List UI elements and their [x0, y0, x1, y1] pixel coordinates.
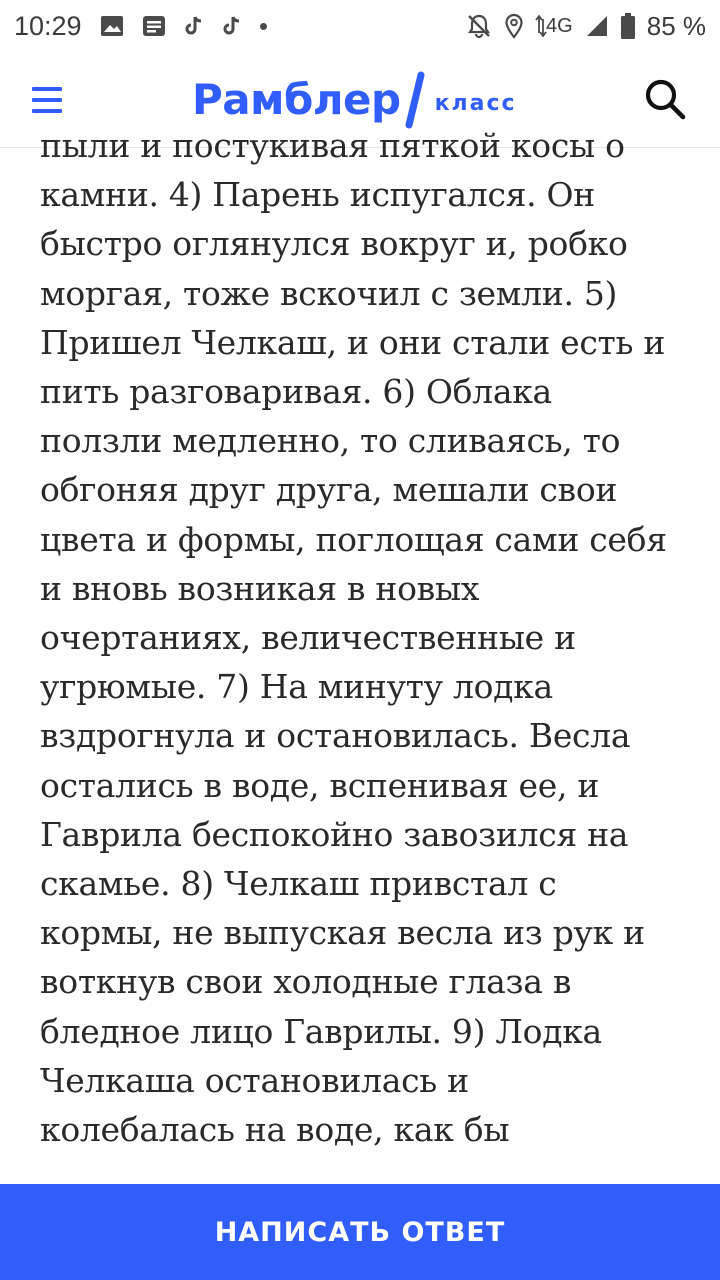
status-time: 10:29	[14, 10, 82, 41]
answer-line: скамье. 8) Челкаш привстал с	[40, 864, 557, 904]
battery-percent: 85 %	[646, 10, 706, 41]
network-label: 4G	[536, 15, 573, 38]
mute-icon	[466, 13, 492, 39]
tiktok-icon	[222, 15, 242, 37]
answer-line: ползли медленно, то сливаясь, то	[40, 421, 621, 461]
location-icon	[504, 13, 524, 39]
menu-icon	[32, 87, 62, 91]
battery-icon	[621, 13, 635, 39]
answer-line: воткнув свои холодные глаза в	[40, 962, 572, 1002]
answer-line: Пришел Челкаш, и они стали есть и	[40, 322, 666, 362]
write-answer-button[interactable]: НАПИСАТЬ ОТВЕТ	[0, 1184, 720, 1280]
answer-line: пыли и постукивая пяткой косы о	[40, 126, 625, 165]
logo-sub: класс	[434, 90, 517, 116]
answer-line: Челкаша остановилась и	[40, 1060, 469, 1100]
answer-line: очертаниях, величественные и	[40, 618, 576, 658]
menu-button[interactable]	[32, 78, 76, 122]
answer-text	[40, 121, 690, 1154]
status-right	[466, 11, 706, 42]
status-bar	[0, 0, 720, 52]
tiktok-icon	[184, 15, 204, 37]
dot-icon	[260, 23, 267, 30]
data-arrows-icon	[536, 15, 546, 37]
message-icon	[142, 15, 166, 37]
answer-line: камни. 4) Парень испугался. Он	[40, 175, 595, 215]
answer-line: вздрогнула и остановилась. Весла	[40, 716, 631, 756]
answer-line: остались в воде, вспенивая ее, и	[40, 765, 600, 805]
answer-line: угрюмые. 7) На минуту лодка	[40, 667, 553, 707]
answer-line: Гаврила беспокойно завозился на	[40, 814, 629, 854]
answer-line: кормы, не выпуская весла из рук и	[40, 913, 645, 953]
answer-line: пить разговаривая. 6) Облака	[40, 372, 552, 412]
signal-icon	[585, 14, 609, 38]
logo-slash-icon	[401, 69, 431, 129]
status-left	[14, 11, 267, 42]
answer-line: обгоняя друг друга, мешали свои	[40, 470, 618, 510]
search-icon	[640, 74, 690, 124]
answer-line: и вновь возникая в новых	[40, 568, 480, 608]
answer-line: быстро оглянулся вокруг и, робко	[40, 224, 628, 264]
answer-line: бледное лицо Гаврилы. 9) Лодка	[40, 1011, 602, 1051]
logo-main: Рамблер	[192, 74, 401, 124]
answer-line: колебалась на воде, как бы	[40, 1110, 510, 1150]
answer-line: цвета и формы, поглощая сами себя	[40, 519, 667, 559]
search-button[interactable]	[640, 74, 690, 124]
answer-line: моргая, тоже вскочил с земли. 5)	[40, 273, 618, 313]
image-icon	[100, 15, 124, 37]
answer-content[interactable]	[0, 126, 720, 1184]
